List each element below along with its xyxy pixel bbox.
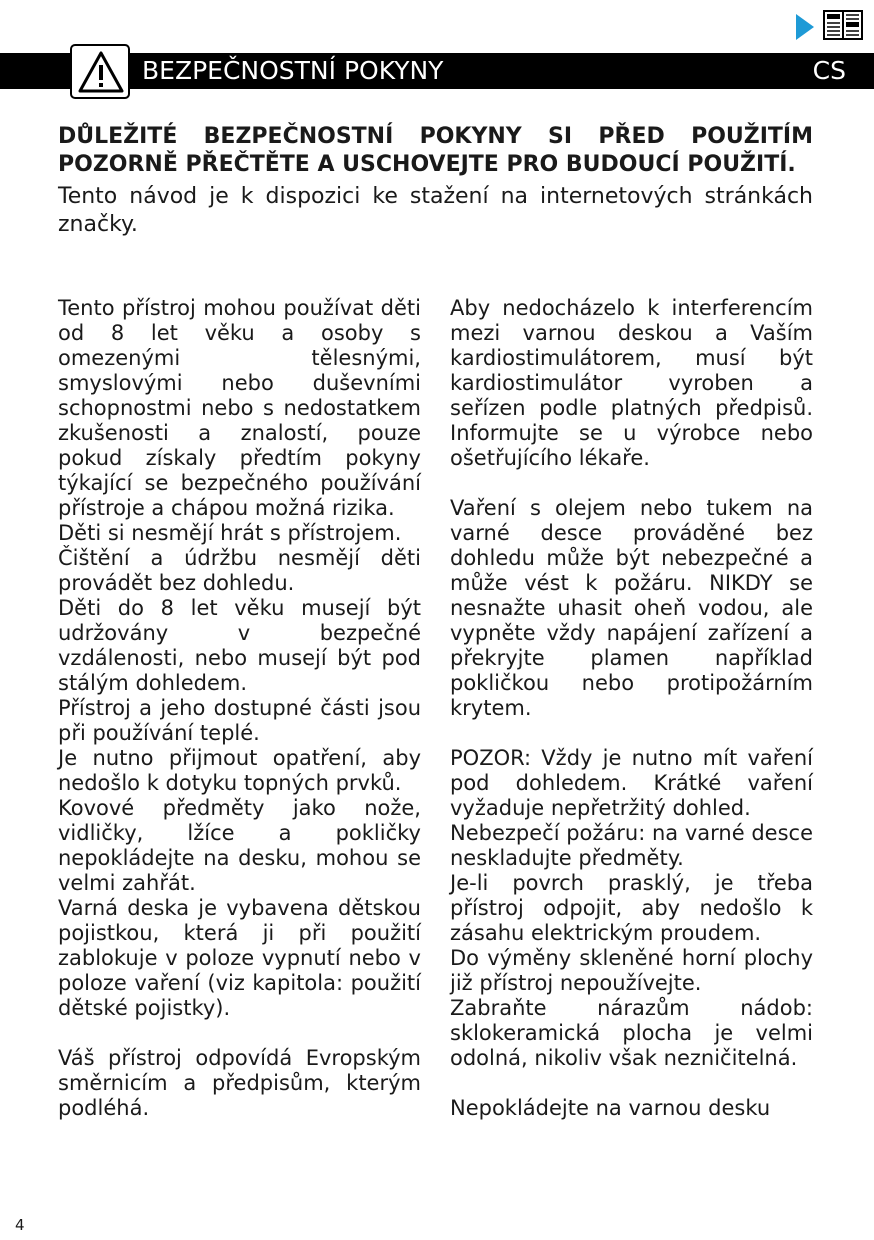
right-column [450, 296, 813, 1121]
paragraph: Je-li povrch prasklý, je třeba přístroj odpojit, aby nedošlo k zásahu elektrickým proudem. [450, 871, 813, 945]
page-number: 4 [15, 1216, 25, 1234]
paragraph: Kovové předměty jako nože, vidličky, lžíce a pokličky nepokládejte na desku, mohou se velmi zahřát. [58, 796, 421, 895]
paragraph: Nepokládejte na varnou desku [450, 1096, 771, 1120]
paragraph: Vaření s olejem nebo tukem na varné desce prováděné bez dohledu může být nebezpečné a může vést k požáru. NIKDY se nesnažte uhasit oheň vodou, ale vypněte vždy napájení zařízení a překryjte plamen například pokličkou nebo protipožárním krytem. [450, 496, 813, 720]
left-column [58, 296, 421, 1121]
warning-badge [70, 44, 130, 99]
paragraph: Nebezpečí požáru: na varné desce neskladujte předměty. [450, 821, 813, 870]
paragraph: Děti do 8 let věku musejí být udržovány v bezpečné vzdálenosti, nebo musejí být pod stálým dohledem. [58, 596, 421, 695]
paragraph: Je nutno přijmout opatření, aby nedošlo k dotyku topných prvků. [58, 746, 421, 795]
paragraph: POZOR: Vždy je nutno mít vaření pod dohledem. Krátké vaření vyžaduje nepřetržitý dohled. [450, 746, 813, 820]
page-title: BEZPEČNOSTNÍ POKYNY [142, 56, 444, 85]
manual-book-icon[interactable] [823, 10, 863, 40]
paragraph: Děti si nesmějí hrát s přístrojem. [58, 521, 402, 545]
next-arrow-icon[interactable] [796, 14, 814, 40]
warning-triangle-icon [77, 49, 125, 95]
paragraph: Tento přístroj mohou používat děti od 8 let věku a osoby s omezenými tělesnými, smyslovými nebo duševními schopnostmi nebo s nedostatkem zkušenosti a znalostí, pouze pokud získaly předtím pokyny týkající se bezpečného používání přístroje a chápou možná rizika. [58, 296, 421, 520]
important-notice: DŮLEŽITÉ BEZPEČNOSTNÍ POKYNY SI PŘED POUŽITÍM POZORNĚ PŘEČTĚTE A USCHOVEJTE PRO BUDOUCÍ POUŽITÍ. [58, 124, 813, 177]
paragraph: Přístroj a jeho dostupné části jsou při používání teplé. [58, 696, 421, 745]
language-code: CS [812, 56, 846, 85]
paragraph: Do výměny skleněné horní plochy již přístroj nepoužívejte. [450, 946, 813, 995]
paragraph: Váš přístroj odpovídá Evropským směrnicím a předpisům, kterým podléhá. [58, 1046, 421, 1120]
paragraph: Aby nedocházelo k interferencím mezi varnou deskou a Vaším kardiostimulátorem, musí být kardiostimulátor vyroben a seřízen podle platných předpisů. Informujte se u výrobce nebo ošetřujícího lékaře. [450, 296, 813, 470]
paragraph: Zabraňte nárazům nádob: sklokeramická plocha je velmi odolná, nikoliv však nezničitelná. [450, 996, 813, 1070]
paragraph: Čištění a údržbu nesmějí děti provádět bez dohledu. [58, 546, 421, 595]
paragraph: Varná deska je vybavena dětskou pojistkou, která ji při použití zablokuje v poloze vypnutí nebo v poloze vaření (viz kapitola: použití dětské pojistky). [58, 896, 421, 1020]
intro-text: Tento návod je k dispozici ke stažení na internetových stránkách značky. [58, 184, 813, 237]
